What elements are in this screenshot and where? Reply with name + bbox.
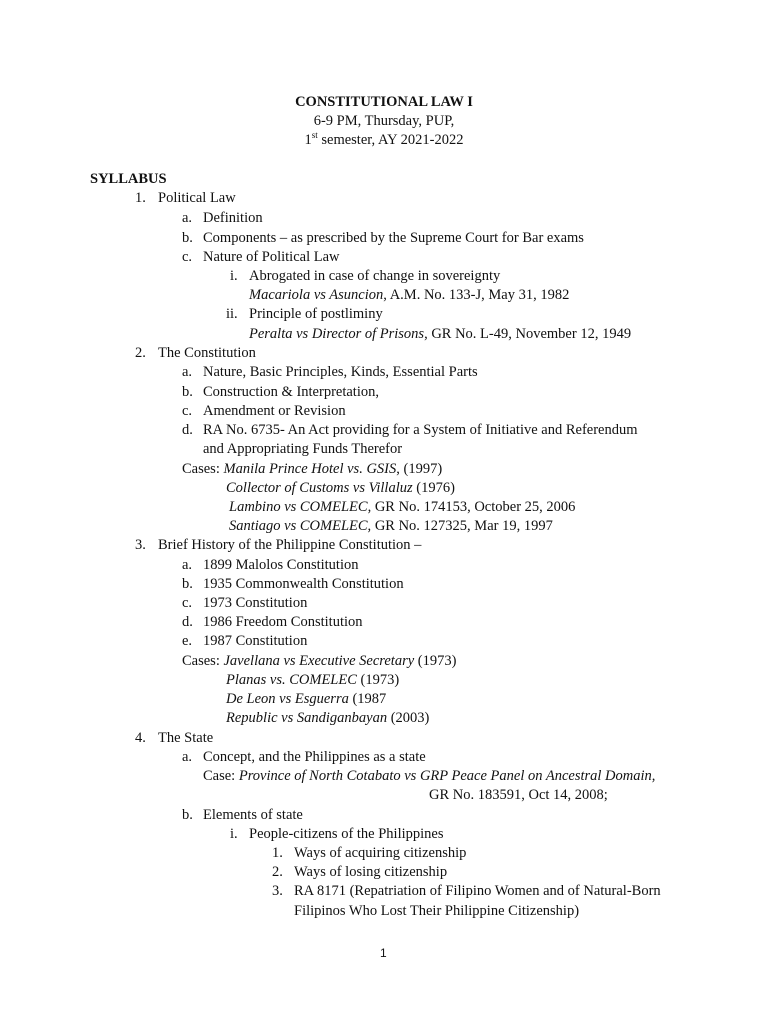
list-item: Elements of state	[203, 807, 303, 823]
case-citation	[182, 652, 456, 670]
case-name: Collector of Customs vs Villaluz	[226, 480, 413, 496]
case-cite: (1987	[348, 691, 387, 707]
term-ordinal: st	[311, 130, 318, 141]
term-rest: semester, AY 2021-2022	[317, 132, 464, 148]
case-cite: (1976)	[412, 480, 455, 496]
case-name: De Leon vs Esguerra	[226, 691, 349, 707]
list-item: 1986 Freedom Constitution	[203, 614, 363, 630]
section-1-number: 1.	[135, 190, 146, 206]
case-name: Javellana vs Executive Secretary	[223, 653, 415, 669]
list-item-continued: and Appropriating Funds Therefor	[203, 441, 403, 457]
list-item: Nature, Basic Principles, Kinds, Essential Parts	[203, 364, 478, 380]
list-marker: 3.	[272, 883, 283, 899]
list-item: Ways of acquiring citizenship	[294, 845, 467, 861]
list-marker: b.	[182, 384, 193, 400]
case-cite: , GR No. L-49, November 12, 1949	[424, 326, 632, 342]
list-item: Abrogated in case of change in sovereignty	[249, 268, 501, 284]
case-name: Peralta vs Director of Prisons	[249, 326, 425, 342]
section-4-number: 4.	[135, 730, 146, 746]
case-label: Case:	[203, 768, 239, 784]
case-cite: GR No. 127325, Mar 19, 1997	[371, 518, 553, 534]
list-marker: a.	[182, 210, 193, 226]
section-1-title: Political Law	[158, 190, 236, 206]
case-citation	[203, 767, 655, 785]
list-item: Concept, and the Philippines as a state	[203, 749, 426, 765]
section-3-title: Brief History of the Philippine Constitution –	[158, 537, 422, 553]
list-marker: c.	[182, 249, 193, 265]
case-citation	[229, 498, 575, 516]
list-marker: 2.	[272, 864, 283, 880]
case-cite: , A.M. No. 133-J, May 31, 1982	[383, 287, 570, 303]
case-name: Republic vs Sandiganbayan	[226, 710, 388, 726]
class-schedule: 6-9 PM, Thursday, PUP,	[313, 113, 455, 129]
document-title: CONSTITUTIONAL LAW I	[295, 94, 473, 110]
case-name: Province of North Cotabato vs GRP Peace Panel on Ancestral Domain,	[238, 768, 656, 784]
list-marker: d.	[182, 614, 193, 630]
case-cite: (1973)	[414, 653, 457, 669]
case-citation	[226, 709, 429, 727]
section-2-number: 2.	[135, 345, 146, 361]
list-marker: ii.	[226, 306, 238, 322]
list-marker: c.	[182, 403, 193, 419]
academic-term	[0, 131, 768, 149]
case-cite: GR No. 174153, October 25, 2006	[371, 499, 576, 515]
case-name: Planas vs. COMELEC	[226, 672, 357, 688]
list-item: Ways of losing citizenship	[294, 864, 448, 880]
case-name: Lambino vs COMELEC,	[229, 499, 372, 515]
list-item: RA 8171 (Repatriation of Filipino Women and of Natural-Born	[294, 883, 661, 899]
term-number: 1	[304, 132, 312, 148]
list-marker: b.	[182, 230, 193, 246]
section-2-title: The Constitution	[158, 345, 256, 361]
list-marker: a.	[182, 364, 193, 380]
list-marker: c.	[182, 595, 193, 611]
case-name: Manila Prince Hotel vs. GSIS	[223, 461, 397, 477]
cases-label: Cases:	[182, 653, 224, 669]
case-citation	[249, 325, 631, 343]
list-marker: b.	[182, 807, 193, 823]
list-item: RA No. 6735- An Act providing for a System of Initiative and Referendum	[203, 422, 638, 438]
cases-label: Cases:	[182, 461, 224, 477]
section-4-title: The State	[158, 730, 214, 746]
list-item: 1973 Constitution	[203, 595, 308, 611]
list-item: 1899 Malolos Constitution	[203, 557, 359, 573]
list-marker: e.	[182, 633, 193, 649]
case-cite: GR No. 183591, Oct 14, 2008;	[429, 787, 608, 803]
list-item: Nature of Political Law	[203, 249, 340, 265]
list-marker: d.	[182, 422, 193, 438]
case-cite: , (1997)	[396, 461, 443, 477]
case-citation	[226, 671, 399, 689]
case-name: Santiago vs COMELEC,	[229, 518, 372, 534]
list-item: Principle of postliminy	[249, 306, 383, 322]
section-3-number: 3.	[135, 537, 146, 553]
list-item: 1935 Commonwealth Constitution	[203, 576, 404, 592]
list-marker: a.	[182, 749, 193, 765]
list-marker: 1.	[272, 845, 283, 861]
case-cite: (2003)	[387, 710, 430, 726]
list-marker: i.	[230, 268, 238, 284]
case-citation	[229, 517, 553, 535]
case-citation	[226, 690, 386, 708]
list-item: Components – as prescribed by the Supreme Court for Bar exams	[203, 230, 584, 246]
list-marker: b.	[182, 576, 193, 592]
list-item: People-citizens of the Philippines	[249, 826, 444, 842]
list-marker: i.	[230, 826, 238, 842]
list-item: Definition	[203, 210, 263, 226]
page-number: 1	[380, 946, 387, 960]
case-citation	[226, 479, 455, 497]
case-name: Macariola vs Asuncion	[249, 287, 384, 303]
list-item: Construction & Interpretation,	[203, 384, 379, 400]
case-cite: (1973)	[356, 672, 400, 688]
case-citation	[249, 286, 569, 304]
list-marker: a.	[182, 557, 193, 573]
list-item: Amendment or Revision	[203, 403, 346, 419]
case-citation	[182, 460, 442, 478]
list-item: 1987 Constitution	[203, 633, 308, 649]
list-item-continued: Filipinos Who Lost Their Philippine Citizenship)	[294, 903, 580, 919]
syllabus-heading: SYLLABUS	[90, 171, 167, 187]
